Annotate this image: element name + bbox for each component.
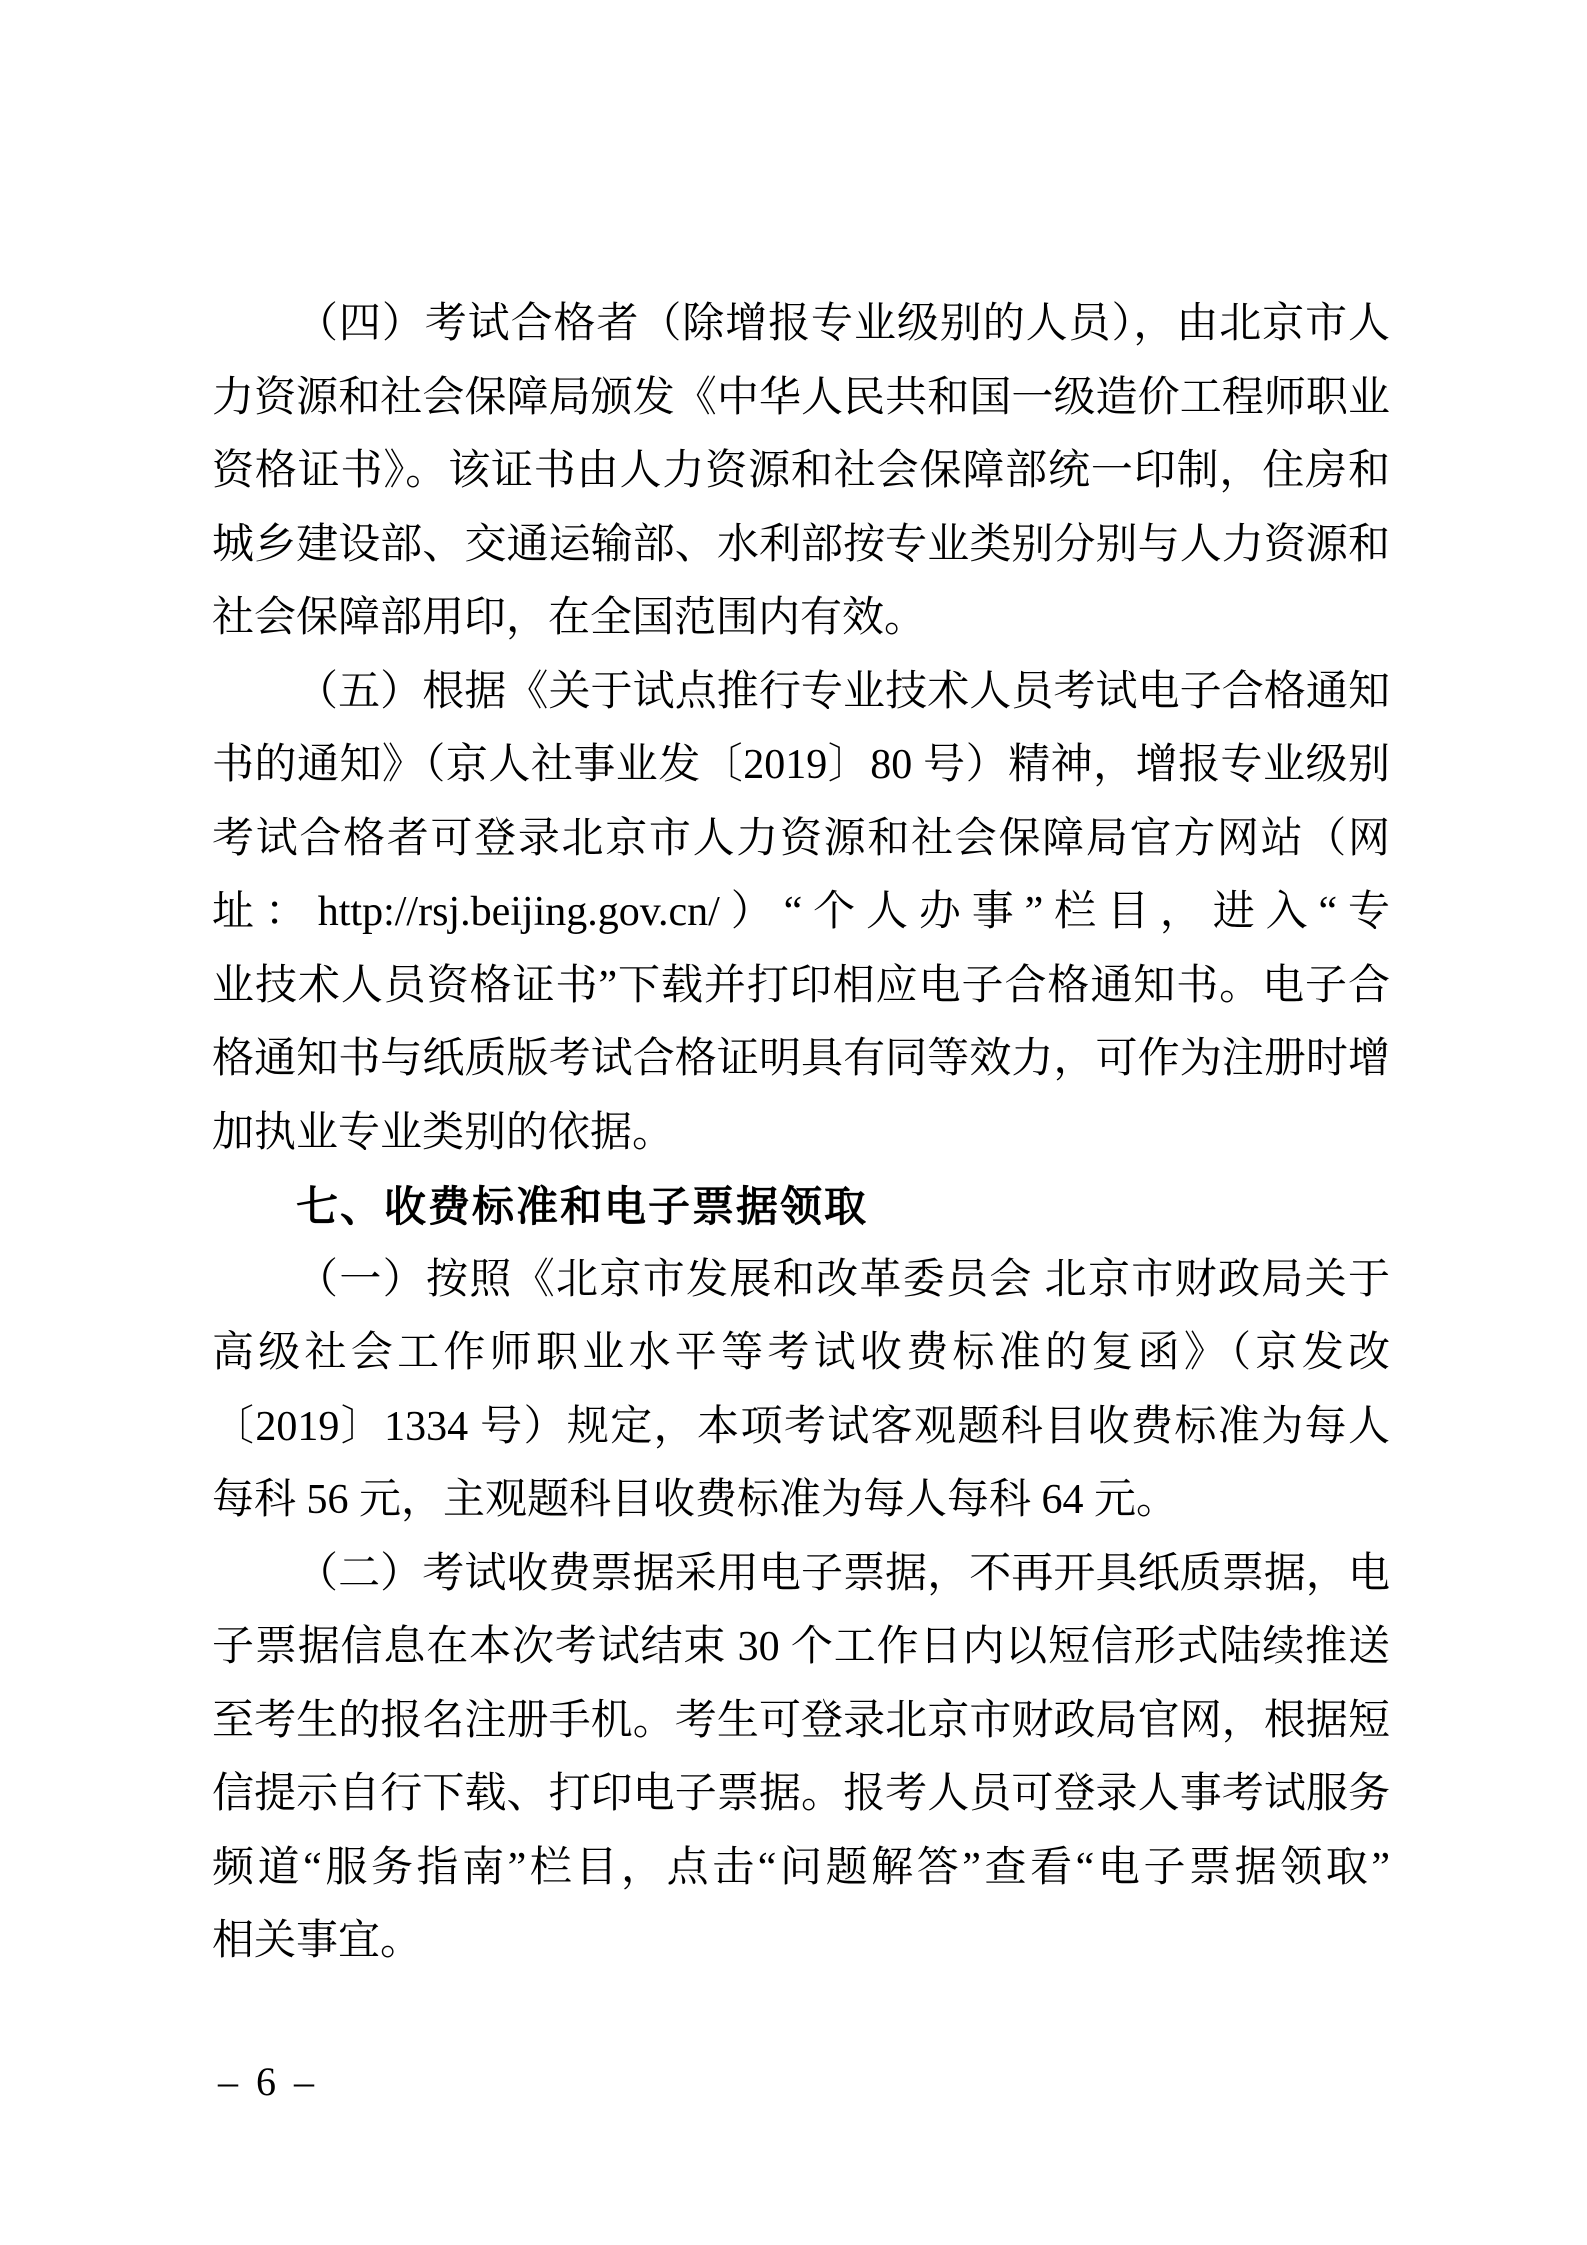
text-line: 业技术人员资格证书”下载并打印相应电子合格通知书。电子合 [212, 962, 1390, 1009]
paragraph-item-5 [212, 656, 1390, 1171]
text-line: 每科 56 元，主观题科目收费标准为每人每科 64 元。 [212, 1477, 1179, 1523]
text-line: （五）根据《关于试点推行专业技术人员考试电子合格通知 [296, 668, 1390, 715]
page-number: – 6 – [218, 2059, 318, 2104]
text-line: 力资源和社会保障局颁发《中华人民共和国一级造价工程师职业 [212, 374, 1390, 421]
text-line: （四）考试合格者（除增报专业级别的人员），由北京市人 [296, 301, 1390, 347]
text-line: 〔2019〕1334 号）规定，本项考试客观题科目收费标准为每人 [212, 1403, 1390, 1450]
paragraph-item-1 [212, 1244, 1390, 1538]
text-line: 高级社会工作师职业水平等考试收费标准的复函》（京发改 [212, 1330, 1390, 1376]
text-line-with-url: 址：http://rsj.beijing.gov.cn/）“个人办事”栏目，进入“专 [212, 889, 1390, 935]
text-line: 格通知书与纸质版考试合格证明具有同等效力，可作为注册时增 [212, 1036, 1390, 1082]
text-line: 子票据信息在本次考试结束 30 个工作日内以短信形式陆续推送 [212, 1624, 1390, 1670]
section-heading: 七、收费标准和电子票据领取 [296, 1183, 869, 1230]
section-7-fees [212, 1170, 1390, 1244]
text-line: 相关事宜。 [212, 1918, 423, 1964]
text-line: 城乡建设部、交通运输部、水利部按专业类别分别与人力资源和 [212, 521, 1390, 568]
paragraph-item-4 [212, 288, 1390, 656]
text-line: 社会保障部用印，在全国范围内有效。 [212, 595, 927, 641]
text-line: 考试合格者可登录北京市人力资源和社会保障局官方网站（网 [212, 815, 1390, 862]
text-line: 书的通知》（京人社事业发〔2019〕80 号）精神，增报专业级别 [212, 742, 1390, 788]
text-line: （二）考试收费票据采用电子票据，不再开具纸质票据，电 [296, 1550, 1390, 1597]
text-line: 至考生的报名注册手机。考生可登录北京市财政局官网，根据短 [212, 1697, 1390, 1744]
text-line: （一）按照《北京市发展和改革委员会 北京市财政局关于 [296, 1256, 1390, 1303]
text-line: 信提示自行下载、打印电子票据。报考人员可登录人事考试服务 [212, 1771, 1390, 1817]
text-line: 资格证书》。该证书由人力资源和社会保障部统一印制，住房和 [212, 448, 1390, 494]
text-line: 频道“服务指南”栏目，点击“问题解答”查看“电子票据领取” [212, 1844, 1390, 1891]
paragraph-item-2 [212, 1538, 1390, 1979]
document-body [212, 288, 1390, 1979]
text-line: 加执业专业类别的依据。 [212, 1109, 675, 1156]
